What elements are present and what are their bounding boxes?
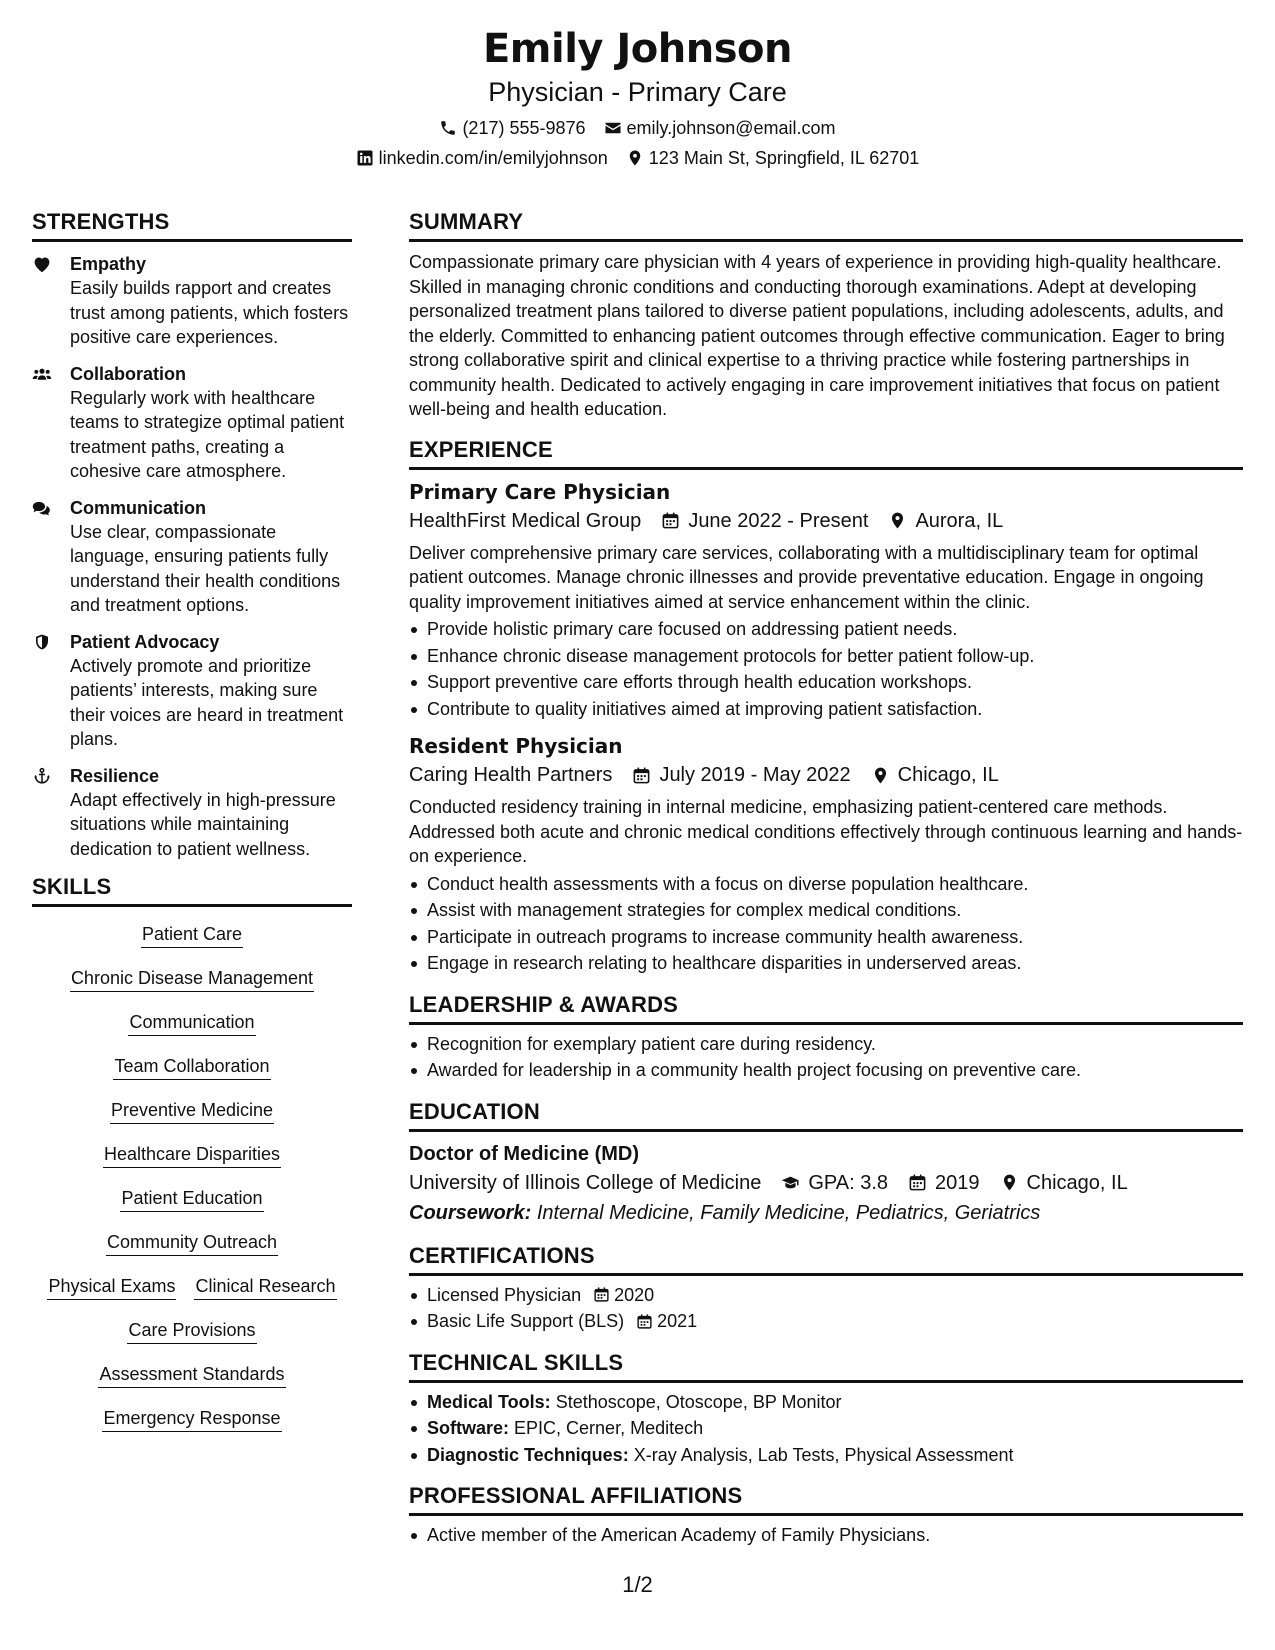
calendar-icon <box>636 1313 653 1330</box>
cert-year: 2021 <box>657 1311 698 1331</box>
strength-desc: Use clear, compassionate language, ensuring patients fully understand their health conditions and treatment options. <box>70 521 341 615</box>
strength-desc: Adapt effectively in high-pressure situations while maintaining dedication to patient wellness. <box>70 789 336 859</box>
resume-header <box>0 22 1275 170</box>
list-item: Participate in outreach programs to increase community health awareness. <box>409 924 1243 951</box>
job-dates: June 2022 - Present <box>688 509 869 532</box>
strength-item <box>32 362 352 484</box>
comments-icon <box>32 499 52 517</box>
certifications-heading: CERTIFICATIONS <box>409 1242 1243 1276</box>
skills-list <box>32 921 352 1449</box>
job-bullets <box>409 616 1243 722</box>
skill-tag: Team Collaboration <box>113 1053 270 1080</box>
calendar-icon <box>632 766 651 785</box>
job-title: Resident Physician <box>409 734 623 758</box>
job-location: Chicago, IL <box>897 764 999 786</box>
candidate-name: Emily Johnson <box>482 26 792 72</box>
right-column <box>409 208 1243 1549</box>
job-dates: July 2019 - May 2022 <box>659 764 851 786</box>
strength-title: Communication <box>70 497 207 518</box>
summary-text: Compassionate primary care physician with 4 years of experience in providing high-quality healthcare. Skilled in managing chronic conditions and conducting thorough examinations. Adept at developing personalized treatment plans tailored to diverse patient populations, including adolescents, adults, and the elderly. Committed to enhancing patient outcomes through effective communication. Eager to bring strong collaborative spirit and clinical expertise to a thriving practice while fostering partnerships in community health. Dedicated to actively engaging in care improvement initiatives that focus on patient well-being and health education. <box>409 252 1225 419</box>
list-item: Provide holistic primary care focused on addressing patient needs. <box>409 616 1243 643</box>
job-description: Deliver comprehensive primary care services, collaborating with a multidisciplinary team for optimal patient outcomes. Manage chronic illnesses and provide preventative education. Engage in ongoing quality improvement initiatives aimed at service enhancement within the clinic. <box>409 542 1204 612</box>
affiliations-list <box>409 1522 1243 1549</box>
map-pin-icon <box>626 149 644 167</box>
skills-heading: SKILLS <box>32 873 352 907</box>
list-item: Recognition for exemplary patient care during residency. <box>409 1031 1243 1058</box>
school-name: University of Illinois College of Medicine <box>409 1171 762 1194</box>
linkedin-link[interactable]: linkedin.com/in/emilyjohnson <box>378 148 608 168</box>
phone-text: (217) 555-9876 <box>462 118 586 138</box>
list-item: Conduct health assessments with a focus on diverse population healthcare. <box>409 871 1243 898</box>
job-entry <box>409 732 1243 977</box>
skill-tag: Preventive Medicine <box>110 1097 274 1124</box>
contact-line-1 <box>0 116 1275 140</box>
left-column <box>32 208 352 1449</box>
gpa: GPA: 3.8 <box>808 1171 889 1194</box>
strength-item <box>32 252 352 350</box>
strength-item <box>32 496 352 618</box>
affiliations-heading: PROFESSIONAL AFFILIATIONS <box>409 1482 1243 1516</box>
strength-title: Patient Advocacy <box>70 631 220 652</box>
calendar-icon <box>908 1173 927 1192</box>
linkedin-icon <box>356 149 374 167</box>
job-meta <box>409 506 1243 536</box>
skill-tag: Patient Care <box>141 921 243 948</box>
cert-year: 2020 <box>614 1284 655 1305</box>
coursework <box>409 1198 1243 1228</box>
list-item <box>409 1442 1243 1469</box>
skill-tag: Emergency Response <box>102 1405 281 1432</box>
certifications-list <box>409 1282 1243 1335</box>
list-item <box>409 1415 1243 1442</box>
job-meta <box>409 760 1243 790</box>
skill-tag: Healthcare Disparities <box>103 1141 281 1168</box>
list-item: Assist with management strategies for complex medical conditions. <box>409 897 1243 924</box>
cert-name: Licensed Physician <box>427 1284 582 1305</box>
education-heading: EDUCATION <box>409 1098 1243 1132</box>
list-item <box>409 1282 1243 1309</box>
job-company: HealthFirst Medical Group <box>409 509 642 532</box>
skill-tag: Chronic Disease Management <box>70 965 314 992</box>
strength-title: Collaboration <box>70 363 186 384</box>
strength-title: Empathy <box>70 254 147 274</box>
address-item <box>626 146 920 170</box>
technical-skills-heading: TECHNICAL SKILLS <box>409 1349 1243 1383</box>
email-item[interactable] <box>604 116 836 140</box>
email-link[interactable]: emily.johnson@email.com <box>626 118 836 138</box>
job-title: Primary Care Physician <box>409 479 671 504</box>
skill-tag: Clinical Research <box>194 1273 336 1300</box>
calendar-icon <box>593 1286 610 1303</box>
skill-tag: Physical Exams <box>47 1273 176 1300</box>
strength-desc: Actively promote and prioritize patients’ interests, making sure their voices are heard in treatment plans. <box>70 655 344 749</box>
list-item <box>409 1308 1243 1335</box>
education-location: Chicago, IL <box>1026 1171 1128 1194</box>
linkedin-item[interactable] <box>356 146 608 170</box>
skill-tag: Patient Education <box>120 1185 263 1212</box>
graduation-cap-icon <box>781 1173 800 1192</box>
address-text: 123 Main St, Springfield, IL 62701 <box>648 148 920 168</box>
contact-line-2 <box>0 146 1275 170</box>
list-item: Engage in research relating to healthcare disparities in underserved areas. <box>409 950 1243 977</box>
strength-item <box>32 630 352 752</box>
anchor-icon <box>32 767 52 785</box>
job-company: Caring Health Partners <box>409 764 613 786</box>
education-meta <box>409 1168 1243 1198</box>
coursework-label: Coursework: <box>409 1201 532 1224</box>
job-bullets <box>409 871 1243 977</box>
phone-item <box>439 116 585 140</box>
strengths-heading: STRENGTHS <box>32 208 352 242</box>
job-description: Conducted residency training in internal medicine, emphasizing patient-centered care methods. Addressed both acute and chronic medical conditions effectively through continuous learning and hands-on experience. <box>409 797 1243 866</box>
users-icon <box>32 365 52 383</box>
leadership-list <box>409 1031 1243 1084</box>
skill-tag: Community Outreach <box>106 1229 278 1256</box>
skill-tag: Care Provisions <box>127 1317 256 1344</box>
map-pin-icon <box>888 511 907 530</box>
skill-tag: Assessment Standards <box>98 1361 285 1388</box>
skill-tag: Communication <box>128 1009 255 1036</box>
map-pin-icon <box>871 766 890 785</box>
experience-heading: EXPERIENCE <box>409 436 1243 470</box>
envelope-icon <box>604 119 622 137</box>
map-pin-icon <box>1000 1173 1019 1192</box>
phone-icon <box>439 119 457 137</box>
cert-name: Basic Life Support (BLS) <box>427 1311 625 1331</box>
job-entry <box>409 478 1243 723</box>
tech-label: Medical Tools: <box>427 1391 551 1412</box>
candidate-title: Physician - Primary Care <box>488 77 787 107</box>
strength-title: Resilience <box>70 765 160 786</box>
leadership-heading: LEADERSHIP & AWARDS <box>409 991 1243 1025</box>
heart-icon <box>32 255 52 273</box>
page-number: 1/2 <box>622 1572 653 1597</box>
calendar-icon <box>661 511 680 530</box>
coursework-list: Internal Medicine, Family Medicine, Pediatrics, Geriatrics <box>536 1201 1041 1224</box>
strength-item <box>32 764 352 862</box>
tech-value: EPIC, Cerner, Meditech <box>514 1418 704 1438</box>
tech-value: Stethoscope, Otoscope, BP Monitor <box>555 1391 842 1412</box>
strength-desc: Regularly work with healthcare teams to strategize optimal patient treatment paths, creating a cohesive care atmosphere. <box>70 387 345 481</box>
summary-heading: SUMMARY <box>409 208 1243 242</box>
list-item: Active member of the American Academy of Family Physicians. <box>409 1522 1243 1549</box>
degree-title: Doctor of Medicine (MD) <box>409 1142 639 1165</box>
list-item <box>409 1389 1243 1416</box>
tech-label: Diagnostic Techniques: <box>427 1444 629 1465</box>
technical-skills-list <box>409 1389 1243 1469</box>
graduation-year: 2019 <box>935 1171 980 1194</box>
list-item: Awarded for leadership in a community health project focusing on preventive care. <box>409 1057 1243 1084</box>
tech-value: X-ray Analysis, Lab Tests, Physical Assessment <box>633 1444 1014 1465</box>
job-location: Aurora, IL <box>915 509 1004 532</box>
strength-desc: Easily builds rapport and creates trust among patients, which fosters positive care experiences. <box>70 278 349 347</box>
list-item: Support preventive care efforts through health education workshops. <box>409 669 1243 696</box>
tech-label: Software: <box>427 1418 510 1438</box>
shield-icon <box>32 633 52 651</box>
list-item: Contribute to quality initiatives aimed at improving patient satisfaction. <box>409 696 1243 723</box>
strengths-list <box>32 252 352 861</box>
list-item: Enhance chronic disease management protocols for better patient follow-up. <box>409 643 1243 670</box>
